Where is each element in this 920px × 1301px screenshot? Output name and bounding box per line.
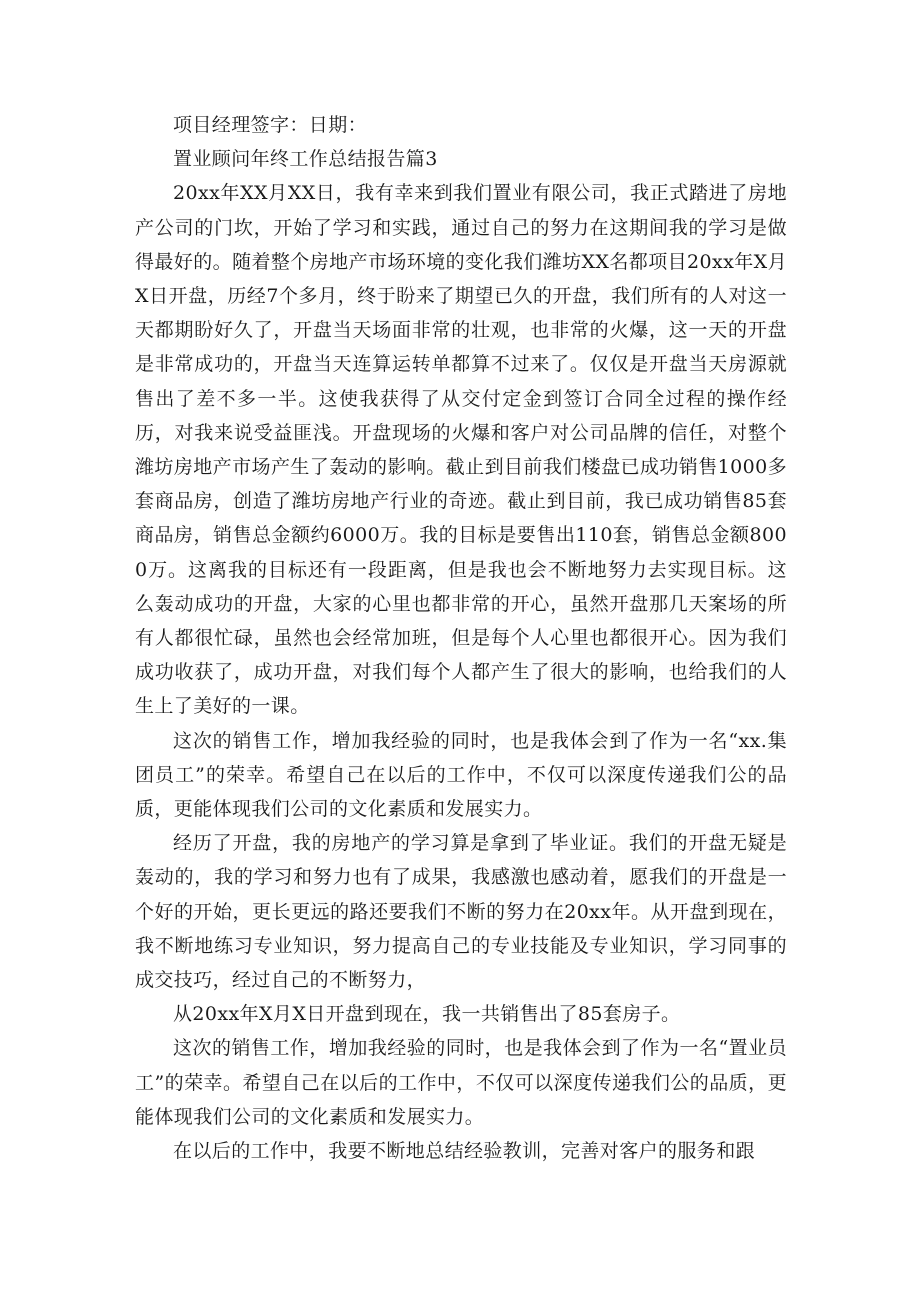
paragraph-2: 这次的销售工作，增加我经验的同时，也是我体会到了作为一名“xx.集团员工”的荣幸。希望自己在以后的工作中，不仅可以深度传递我们公的品质，更能体现我们公司的文化素质和发展实力。 [135, 729, 787, 821]
paragraph-3: 经历了开盘，我的房地产的学习算是拿到了毕业证。我们的开盘无疑是轰动的，我的学习和努力也有了成果，我感激也感动着，愿我们的开盘是一个好的开始，更长更远的路还要我们不断的努力在20xx年。从开盘到现在，我不断地练习专业知识，努力提高自己的专业技能及专业知识，学习同事的成交技巧，经过自己的不断努力， [135, 832, 787, 992]
paragraph-4: 从20xx年X月X日开盘到现在，我一共销售出了85套房子。 [173, 1003, 681, 1026]
document-body [135, 108, 787, 1168]
paragraph-1: 20xx年XX月XX日，我有幸来到我们置业有限公司，我正式踏进了房地产公司的门坎，开始了学习和实践，通过自己的努力在这期间我的学习是做得最好的。随着整个房地产市场环境的变化我们潍坊XX名都项目20xx年X月X日开盘，历经7个多月，终于盼来了期望已久的开盘，我们所有的人对这一天都期盼好久了，开盘当天场面非常的壮观，也非常的火爆，这一天的开盘是非常成功的，开盘当天连算运转单都算不过来了。仅仅是开盘当天房源就售出了差不多一半。这使我获得了从交付定金到签订合同全过程的操作经历，对我来说受益匪浅。开盘现场的火爆和客户对公司品牌的信任，对整个潍坊房地产市场产生了轰动的影响。截止到目前我们楼盘已成功销售1000多套商品房，创造了潍坊房地产行业的奇迹。截止到目前，我已成功销售85套商品房，销售总金额约6000万。我的目标是要售出110套，销售总金额8000万。这离我的目标还有一段距离，但是我也会不断地努力去实现目标。这么轰动成功的开盘，大家的心里也都非常的开心，虽然开盘那几天案场的所有人都很忙碌，虽然也会经常加班，但是每个人心里也都很开心。因为我们成功收获了，成功开盘，对我们每个人都产生了很大的影响，也给我们的人生上了美好的一课。 [135, 182, 787, 718]
paragraph-5: 这次的销售工作，增加我经验的同时，也是我体会到了作为一名“置业员工”的荣幸。希望自己在以后的工作中，不仅可以深度传递我们公的品质，更能体现我们公司的文化素质和发展实力。 [135, 1037, 787, 1128]
signature-line: 项目经理签字：日期： [173, 114, 368, 136]
document-heading: 置业顾问年终工作总结报告篇3 [173, 148, 438, 171]
paragraph-6: 在以后的工作中，我要不断地总结经验教训，完善对客户的服务和跟 [173, 1140, 756, 1163]
